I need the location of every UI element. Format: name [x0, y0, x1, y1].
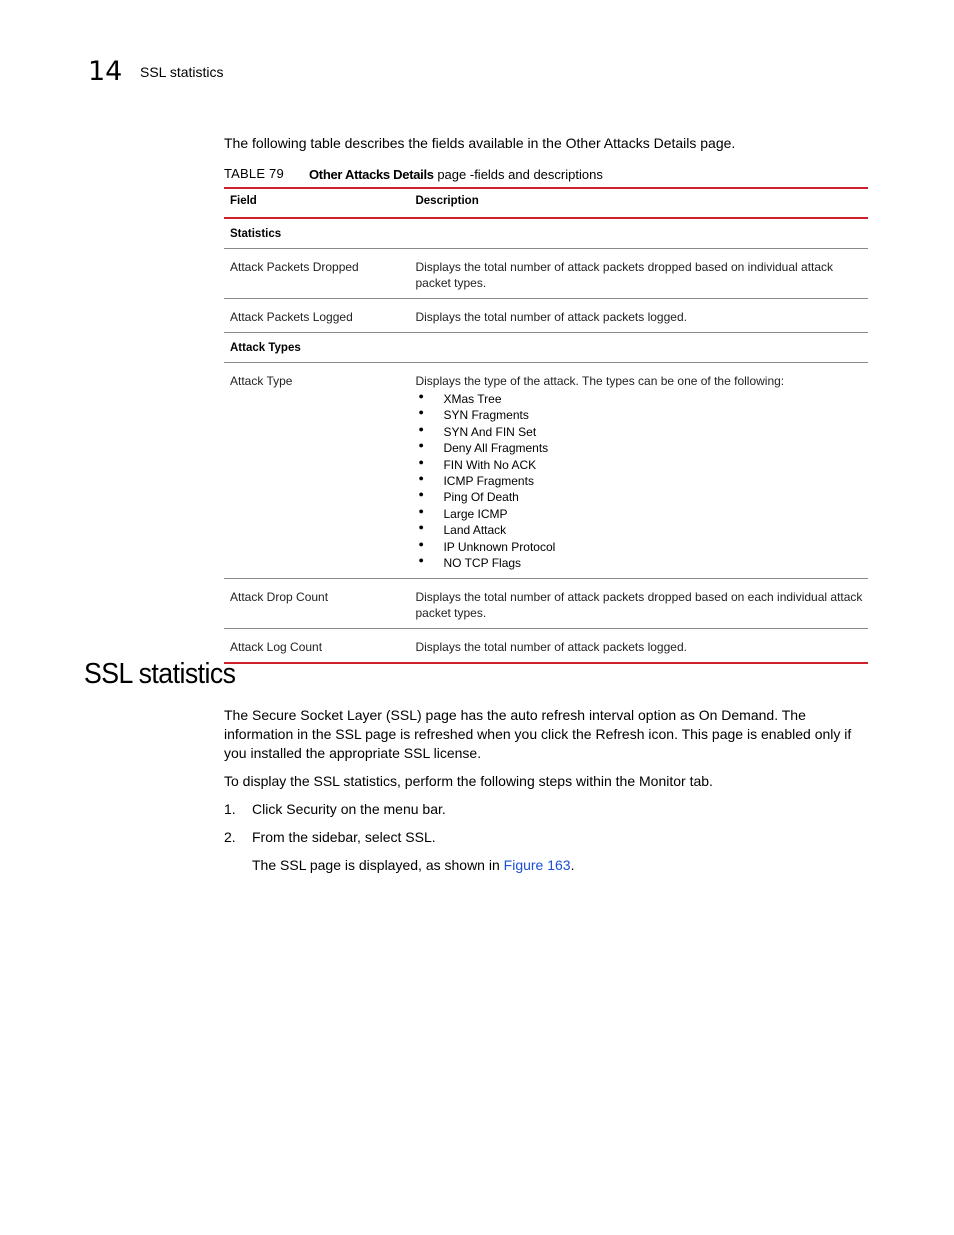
table-number: TABLE 79 — [224, 166, 284, 181]
chapter-number: 14 — [88, 56, 123, 87]
description-cell: Displays the type of the attack. The types can be one of the following: ● XMas Tree ● SYN Fragments ● SYN And FIN Set ● Deny All Fragments ● FIN With No ACK ● ICMP Fragments ● Ping Of Death ● Large ICMP ● Land Attack ● IP Unknown Protocol ● NO TCP Flags — [409, 363, 868, 579]
list-item: ● NO TCP Flags — [415, 555, 868, 571]
field-cell: Attack Drop Count — [230, 590, 329, 605]
section-row-attack-types: Attack Types — [224, 333, 868, 363]
table-title: Other Attacks Details page -fields and descriptions — [309, 167, 603, 182]
table-row — [224, 629, 868, 664]
description-cell: Displays the total number of attack packets dropped based on each individual attack packet types. — [415, 590, 863, 621]
list-item: ● Land Attack — [415, 522, 868, 538]
table-row — [224, 363, 868, 579]
list-item: ● Large ICMP — [415, 506, 868, 522]
list-item: ● Ping Of Death — [415, 489, 868, 505]
running-title: SSL statistics — [140, 64, 224, 80]
step-1: 1. Click Security on the menu bar. — [224, 801, 446, 817]
field-cell: Attack Packets Logged — [230, 310, 353, 324]
field-cell: Attack Log Count — [230, 640, 323, 655]
intro-paragraph: The following table describes the fields available in the Other Attacks Details page. — [224, 135, 736, 151]
field-cell: Attack Type — [230, 374, 293, 388]
section-row-statistics: Statistics — [224, 218, 868, 249]
steps-intro-paragraph: To display the SSL statistics, perform the following steps within the Monitor tab. — [224, 773, 713, 789]
table-header-row — [224, 188, 868, 218]
header-field: Field — [230, 195, 257, 207]
description-cell: Displays the total number of attack packets logged. — [415, 640, 687, 655]
table-row — [224, 299, 868, 333]
figure-link[interactable]: Figure 163 — [503, 857, 571, 873]
list-item: ● Deny All Fragments — [415, 440, 868, 456]
intro-page-name: Other Attacks Details — [565, 135, 697, 151]
description-cell: Displays the total number of attack packets dropped based on individual attack packet types. — [415, 260, 834, 290]
list-item: ● SYN And FIN Set — [415, 424, 868, 440]
result-paragraph: The SSL page is displayed, as shown in Figure 163. — [252, 857, 575, 873]
list-item: ● XMas Tree — [415, 391, 868, 407]
list-item: ● SYN Fragments — [415, 407, 868, 423]
table-row — [224, 579, 868, 629]
list-item: ● ICMP Fragments — [415, 473, 868, 489]
fields-table — [224, 187, 868, 664]
attack-type-list — [415, 391, 868, 571]
table-row — [224, 249, 868, 299]
field-cell: Attack Packets Dropped — [230, 260, 359, 274]
list-item: ● FIN With No ACK — [415, 457, 868, 473]
list-item: ● IP Unknown Protocol — [415, 539, 868, 555]
ssl-intro-paragraph: The Secure Socket Layer (SSL) page has the auto refresh interval option as On Demand. The information in the SSL page is refreshed when you click the Refresh icon. This page is enabled only if you installed the appropriate SSL license. — [224, 707, 852, 761]
header-description: Description — [415, 195, 479, 207]
description-cell: Displays the total number of attack packets logged. — [415, 310, 687, 324]
step-2: 2. From the sidebar, select SSL. — [224, 829, 436, 845]
section-heading: SSL statistics — [84, 658, 236, 690]
